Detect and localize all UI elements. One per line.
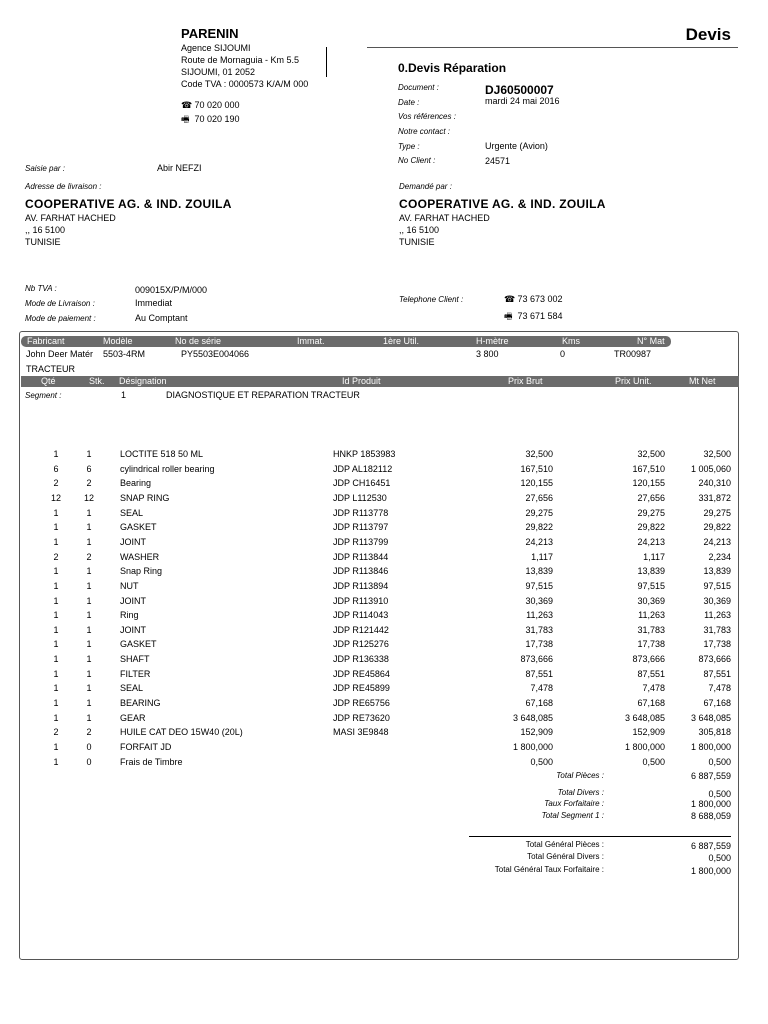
table-row xyxy=(0,464,768,476)
cell-mt-net: 2,234 xyxy=(708,551,731,562)
cell-stk: 1 xyxy=(86,507,92,518)
cell-prix-unit: 17,738 xyxy=(637,639,665,650)
table-row xyxy=(0,566,768,578)
cell-qty: 1 xyxy=(53,507,59,518)
cell-stk: 0 xyxy=(86,742,92,752)
cell-mt-net: 3 648,085 xyxy=(690,712,731,723)
cell-prix-brut: 29,822 xyxy=(525,522,553,533)
cell-prix-brut: 873,666 xyxy=(520,654,553,665)
fax-icon: 🖷 xyxy=(181,114,190,124)
cell-qty: 6 xyxy=(53,463,59,474)
general-total-value: 1 800,000 xyxy=(690,866,731,876)
cell-prix-brut: 29,275 xyxy=(525,507,553,518)
cell-stk: 2 xyxy=(86,551,92,562)
cell-prix-brut: 17,738 xyxy=(525,639,553,650)
cell-mt-net: 31,783 xyxy=(703,624,731,635)
cell-designation: JOINT xyxy=(120,624,146,635)
machine-col-fabricant: Fabricant xyxy=(27,336,65,346)
cell-id-produit: JDP R113797 xyxy=(333,522,389,533)
cell-prix-brut: 1 800,000 xyxy=(512,742,553,752)
cell-designation: SEAL xyxy=(120,507,144,518)
label-document: Document : xyxy=(398,83,439,92)
table-row xyxy=(0,581,768,593)
cell-prix-brut: 7,478 xyxy=(530,683,553,694)
mode-paiement-value: Au Comptant xyxy=(135,313,188,323)
cell-prix-unit: 1,117 xyxy=(643,551,665,562)
cell-qty: 2 xyxy=(53,478,59,489)
mode-livraison-value: Immediat xyxy=(135,298,173,308)
cell-mt-net: 11,263 xyxy=(704,610,731,621)
cell-stk: 1 xyxy=(86,712,92,723)
company-fax-value: 70 020 190 xyxy=(194,114,240,124)
cell-prix-unit: 120,155 xyxy=(632,478,665,489)
cell-mt-net: 7,478 xyxy=(708,683,731,694)
cell-qty: 1 xyxy=(53,668,59,679)
livraison-street: AV. FARHAT HACHED xyxy=(25,213,116,223)
demande-name: COOPERATIVE AG. & IND. ZOUILA xyxy=(399,197,606,211)
col-designation: Désignation xyxy=(119,376,167,386)
table-row xyxy=(0,669,768,681)
company-fax xyxy=(181,113,240,125)
machine-nmat: TR00987 xyxy=(614,349,652,359)
cell-stk: 1 xyxy=(86,683,92,694)
general-total-value: 6 887,559 xyxy=(690,841,731,851)
general-total-label: Total Général Pièces : xyxy=(525,840,604,849)
client-phone-2 xyxy=(504,309,563,325)
cell-qty: 1 xyxy=(53,536,59,547)
label-type: Type : xyxy=(398,142,420,151)
cell-designation: WASHER xyxy=(120,551,160,562)
cell-prix-brut: 97,515 xyxy=(525,580,553,591)
cell-designation: Bearing xyxy=(120,478,152,489)
cell-mt-net: 0,500 xyxy=(708,756,731,767)
machine-col-nmat: N° Mat xyxy=(637,336,665,346)
cell-designation: Snap Ring xyxy=(120,566,163,577)
machine-category: TRACTEUR xyxy=(26,364,75,374)
segment-total-value: 6 887,559 xyxy=(690,771,731,781)
cell-qty: 2 xyxy=(53,551,59,562)
phone-icon: ☎ xyxy=(181,100,193,110)
table-row xyxy=(0,522,768,534)
label-mode-paiement: Mode de paiement : xyxy=(25,314,96,323)
table-row xyxy=(0,639,768,651)
cell-stk: 2 xyxy=(86,727,92,738)
cell-stk: 1 xyxy=(86,449,92,459)
cell-qty: 1 xyxy=(53,595,59,606)
cell-designation: LOCTITE 518 50 ML xyxy=(120,449,204,459)
cell-mt-net: 29,822 xyxy=(703,522,731,533)
general-total-label: Total Général Divers : xyxy=(527,852,604,861)
document-number: DJ60500007 xyxy=(485,83,554,97)
cell-mt-net: 30,369 xyxy=(703,595,731,606)
cell-prix-unit: 32,500 xyxy=(637,449,665,459)
cell-stk: 0 xyxy=(86,756,92,767)
cell-prix-unit: 3 648,085 xyxy=(624,712,665,723)
cell-prix-brut: 27,656 xyxy=(525,492,553,503)
cell-id-produit: JDP R113778 xyxy=(333,507,389,518)
label-refs: Vos références : xyxy=(398,112,456,121)
table-row xyxy=(0,537,768,549)
livraison-city: ,, 16 5100 xyxy=(25,225,66,235)
cell-designation: FILTER xyxy=(120,668,151,679)
cell-prix-unit: 87,551 xyxy=(637,668,665,679)
segment-total-label: Total Segment 1 : xyxy=(541,811,604,820)
cell-qty: 1 xyxy=(53,639,59,650)
segment-total-label: Total Pièces : xyxy=(556,771,604,780)
table-row xyxy=(0,610,768,622)
machine-col-modele: Modèle xyxy=(103,336,133,346)
cell-designation: GASKET xyxy=(120,639,157,650)
cell-prix-brut: 13,839 xyxy=(525,566,553,577)
table-row xyxy=(0,478,768,490)
cell-prix-unit: 27,656 xyxy=(637,492,665,503)
col-id-produit: Id Produit xyxy=(342,376,381,386)
cell-prix-unit: 29,822 xyxy=(637,522,665,533)
cell-prix-brut: 11,263 xyxy=(526,610,553,621)
cell-prix-unit: 97,515 xyxy=(637,580,665,591)
machine-col-hmetre: H-mètre xyxy=(476,336,509,346)
label-saisie: Saisie par : xyxy=(25,164,66,173)
cell-id-produit: JDP R113910 xyxy=(333,595,389,606)
machine-hmetre: 3 800 xyxy=(476,349,499,359)
cell-mt-net: 97,515 xyxy=(703,580,731,591)
fax-icon: 🖷 xyxy=(504,311,513,321)
cell-id-produit: JDP R125276 xyxy=(333,639,389,650)
totals-divider xyxy=(469,836,731,837)
cell-designation: JOINT xyxy=(120,536,146,547)
cell-id-produit: JDP RE73620 xyxy=(333,712,390,723)
cell-designation: BEARING xyxy=(120,698,161,709)
cell-prix-unit: 11,263 xyxy=(638,610,665,621)
machine-modele: 5503-4RM xyxy=(103,349,146,359)
cell-stk: 1 xyxy=(86,566,92,577)
cell-id-produit: HNKP 1853983 xyxy=(333,449,396,459)
machine-serie: PY5503E004066 xyxy=(181,349,250,359)
client-phone-2-value: 73 671 584 xyxy=(517,311,563,321)
demande-country: TUNISIE xyxy=(399,237,435,247)
cell-designation: SNAP RING xyxy=(120,492,170,503)
phone-icon: ☎ xyxy=(504,294,516,304)
cell-designation: FORFAIT JD xyxy=(120,742,172,752)
cell-designation: SHAFT xyxy=(120,654,150,665)
segment-total-value: 1 800,000 xyxy=(690,799,731,809)
cell-id-produit: JDP R113846 xyxy=(333,566,389,577)
cell-stk: 1 xyxy=(86,536,92,547)
cell-prix-brut: 0,500 xyxy=(530,756,553,767)
general-total-label: Total Général Taux Forfaitaire : xyxy=(494,865,604,874)
cell-id-produit: JDP RE45899 xyxy=(333,683,390,694)
col-prix-brut: Prix Brut xyxy=(508,376,543,386)
label-demande: Demandé par : xyxy=(399,182,452,191)
document-title: Devis xyxy=(685,25,731,44)
cell-qty: 1 xyxy=(53,742,59,752)
table-row xyxy=(0,449,768,461)
client-phone-1-value: 73 673 002 xyxy=(517,294,563,304)
machine-header xyxy=(21,336,671,347)
cell-mt-net: 67,168 xyxy=(703,698,731,709)
cell-id-produit: JDP R121442 xyxy=(333,624,389,635)
table-row xyxy=(0,508,768,520)
cell-id-produit: MASI 3E9848 xyxy=(333,727,389,738)
client-phone-1 xyxy=(504,294,563,305)
cell-stk: 1 xyxy=(86,698,92,709)
livraison-name: COOPERATIVE AG. & IND. ZOUILA xyxy=(25,197,232,211)
cell-prix-brut: 152,909 xyxy=(520,727,553,738)
segment-total-label: Taux Forfaitaire : xyxy=(544,799,604,808)
table-row xyxy=(0,727,768,739)
machine-kms: 0 xyxy=(560,349,566,359)
cell-qty: 1 xyxy=(53,712,59,723)
cell-id-produit: JDP R136338 xyxy=(333,654,389,665)
cell-designation: Frais de Timbre xyxy=(120,756,183,767)
cell-mt-net: 32,500 xyxy=(703,449,731,459)
table-row xyxy=(0,552,768,564)
cell-stk: 1 xyxy=(86,595,92,606)
table-row xyxy=(0,654,768,666)
cell-stk: 1 xyxy=(86,654,92,665)
segment-description: DIAGNOSTIQUE ET REPARATION TRACTEUR xyxy=(166,390,360,400)
cell-id-produit: JDP AL182112 xyxy=(333,463,393,474)
cell-prix-brut: 3 648,085 xyxy=(512,712,553,723)
machine-row xyxy=(0,349,768,361)
items-header xyxy=(21,376,739,387)
cell-designation: cylindrical roller bearing xyxy=(120,463,215,474)
cell-qty: 1 xyxy=(53,756,59,767)
general-total-value: 0,500 xyxy=(708,853,731,863)
machine-fabricant: John Deer Matér xyxy=(26,349,94,359)
demande-city: ,, 16 5100 xyxy=(399,225,440,235)
cell-designation: NUT xyxy=(120,580,139,591)
cell-qty: 1 xyxy=(53,566,59,577)
cell-prix-unit: 29,275 xyxy=(637,507,665,518)
cell-prix-brut: 24,213 xyxy=(525,536,553,547)
cell-stk: 1 xyxy=(86,624,92,635)
cell-designation: HUILE CAT DEO 15W40 (20L) xyxy=(120,727,243,738)
cell-qty: 1 xyxy=(53,654,59,665)
label-segment: Segment : xyxy=(25,391,62,400)
col-qte: Qté xyxy=(41,376,56,386)
cell-prix-unit: 24,213 xyxy=(637,536,665,547)
saisie-value: Abir NEFZI xyxy=(157,163,202,173)
cell-id-produit: JDP R113844 xyxy=(333,551,389,562)
document-type: 0.Devis Réparation xyxy=(398,61,507,75)
table-row xyxy=(0,683,768,695)
livraison-country: TUNISIE xyxy=(25,237,61,247)
cell-qty: 1 xyxy=(53,624,59,635)
label-mode-livraison: Mode de Livraison : xyxy=(25,299,95,308)
cell-stk: 1 xyxy=(86,610,92,621)
cell-prix-unit: 7,478 xyxy=(642,683,665,694)
cell-stk: 1 xyxy=(86,668,92,679)
label-telephone: Telephone Client : xyxy=(399,295,464,304)
cell-prix-brut: 31,783 xyxy=(525,624,553,635)
cell-prix-unit: 873,666 xyxy=(632,654,665,665)
cell-mt-net: 87,551 xyxy=(703,668,731,679)
document-date: mardi 24 mai 2016 xyxy=(485,96,560,106)
cell-prix-brut: 167,510 xyxy=(520,463,553,474)
machine-col-serie: No de série xyxy=(175,336,222,346)
table-row xyxy=(0,493,768,505)
cell-mt-net: 240,310 xyxy=(698,478,731,489)
document-type-value: Urgente (Avion) xyxy=(485,141,548,151)
cell-prix-brut: 30,369 xyxy=(525,595,553,606)
cell-id-produit: JDP R113799 xyxy=(333,536,389,547)
table-row xyxy=(0,742,768,754)
cell-qty: 1 xyxy=(53,698,59,709)
cell-prix-brut: 120,155 xyxy=(520,478,553,489)
col-stk: Stk. xyxy=(89,376,105,386)
table-row xyxy=(0,713,768,725)
cell-qty: 1 xyxy=(53,580,59,591)
cell-prix-unit: 13,839 xyxy=(637,566,665,577)
col-prix-unit: Prix Unit. xyxy=(615,376,652,386)
cell-designation: Ring xyxy=(120,610,139,621)
cell-mt-net: 305,818 xyxy=(698,727,731,738)
cell-mt-net: 1 005,060 xyxy=(690,463,731,474)
company-phone xyxy=(181,99,240,111)
cell-mt-net: 17,738 xyxy=(703,639,731,650)
cell-id-produit: JDP CH16451 xyxy=(333,478,391,489)
cell-qty: 2 xyxy=(53,727,59,738)
machine-col-util: 1ère Util. xyxy=(383,336,420,346)
cell-mt-net: 1 800,000 xyxy=(690,742,731,752)
cell-prix-unit: 31,783 xyxy=(637,624,665,635)
label-livraison: Adresse de livraison : xyxy=(25,182,102,191)
cell-stk: 1 xyxy=(86,580,92,591)
cell-prix-brut: 32,500 xyxy=(525,449,553,459)
table-row xyxy=(0,757,768,769)
segment-total-value: 0,500 xyxy=(708,789,731,799)
cell-mt-net: 331,872 xyxy=(698,492,731,503)
cell-prix-unit: 152,909 xyxy=(632,727,665,738)
cell-prix-brut: 1,117 xyxy=(531,551,553,562)
cell-prix-unit: 67,168 xyxy=(637,698,665,709)
company-agency: Agence SIJOUMI xyxy=(181,43,251,53)
col-mt-net: Mt Net xyxy=(689,376,716,386)
cell-stk: 12 xyxy=(83,492,94,503)
cell-stk: 1 xyxy=(86,639,92,650)
cell-qty: 1 xyxy=(53,449,59,459)
cell-qty: 1 xyxy=(53,522,59,533)
table-row xyxy=(0,698,768,710)
cell-prix-unit: 167,510 xyxy=(632,463,665,474)
cell-qty: 1 xyxy=(53,610,59,621)
cell-id-produit: JDP R114043 xyxy=(333,610,389,621)
segment-total-value: 8 688,059 xyxy=(690,811,731,821)
cell-designation: JOINT xyxy=(120,595,146,606)
company-name: PARENIN xyxy=(181,26,239,41)
cell-mt-net: 24,213 xyxy=(703,536,731,547)
cell-mt-net: 29,275 xyxy=(703,507,731,518)
cell-id-produit: JDP R113894 xyxy=(333,580,389,591)
cell-mt-net: 13,839 xyxy=(703,566,731,577)
cell-id-produit: JDP RE65756 xyxy=(333,698,390,709)
segment-total-label: Total Divers : xyxy=(557,788,604,797)
cell-qty: 12 xyxy=(50,492,61,503)
cell-designation: GEAR xyxy=(120,712,146,723)
company-tva: Code TVA : 0000573 K/A/M 000 xyxy=(181,79,309,89)
tva-value: 009015X/P/M/000 xyxy=(135,285,208,295)
label-contact: Notre contact : xyxy=(398,127,451,136)
company-address-1: Route de Mornaguia - Km 5.5 xyxy=(181,55,300,65)
cell-prix-unit: 1 800,000 xyxy=(624,742,665,752)
label-client: No Client : xyxy=(398,156,436,165)
cell-stk: 1 xyxy=(86,522,92,533)
title-rule xyxy=(367,47,738,48)
table-row xyxy=(0,625,768,637)
cell-id-produit: JDP L112530 xyxy=(333,492,387,503)
cell-id-produit: JDP RE45864 xyxy=(333,668,390,679)
cell-qty: 1 xyxy=(53,683,59,694)
company-phone-value: 70 020 000 xyxy=(194,100,240,110)
cell-designation: GASKET xyxy=(120,522,157,533)
machine-col-kms: Kms xyxy=(562,336,580,346)
cell-prix-brut: 87,551 xyxy=(525,668,553,679)
cell-prix-brut: 67,168 xyxy=(525,698,553,709)
cell-mt-net: 873,666 xyxy=(698,654,731,665)
cell-prix-unit: 30,369 xyxy=(637,595,665,606)
cell-designation: SEAL xyxy=(120,683,144,694)
segment-number: 1 xyxy=(121,390,127,400)
machine-col-immat: Immat. xyxy=(297,336,325,346)
cell-stk: 2 xyxy=(86,478,92,489)
client-number: 24571 xyxy=(485,156,511,166)
address-divider xyxy=(326,47,327,77)
cell-prix-unit: 0,500 xyxy=(642,756,665,767)
label-tva: Nb TVA : xyxy=(25,284,57,293)
cell-stk: 6 xyxy=(86,463,92,474)
demande-street: AV. FARHAT HACHED xyxy=(399,213,490,223)
table-row xyxy=(0,596,768,608)
label-date: Date : xyxy=(398,98,420,107)
company-address-2: SIJOUMI, 01 2052 xyxy=(181,67,256,77)
